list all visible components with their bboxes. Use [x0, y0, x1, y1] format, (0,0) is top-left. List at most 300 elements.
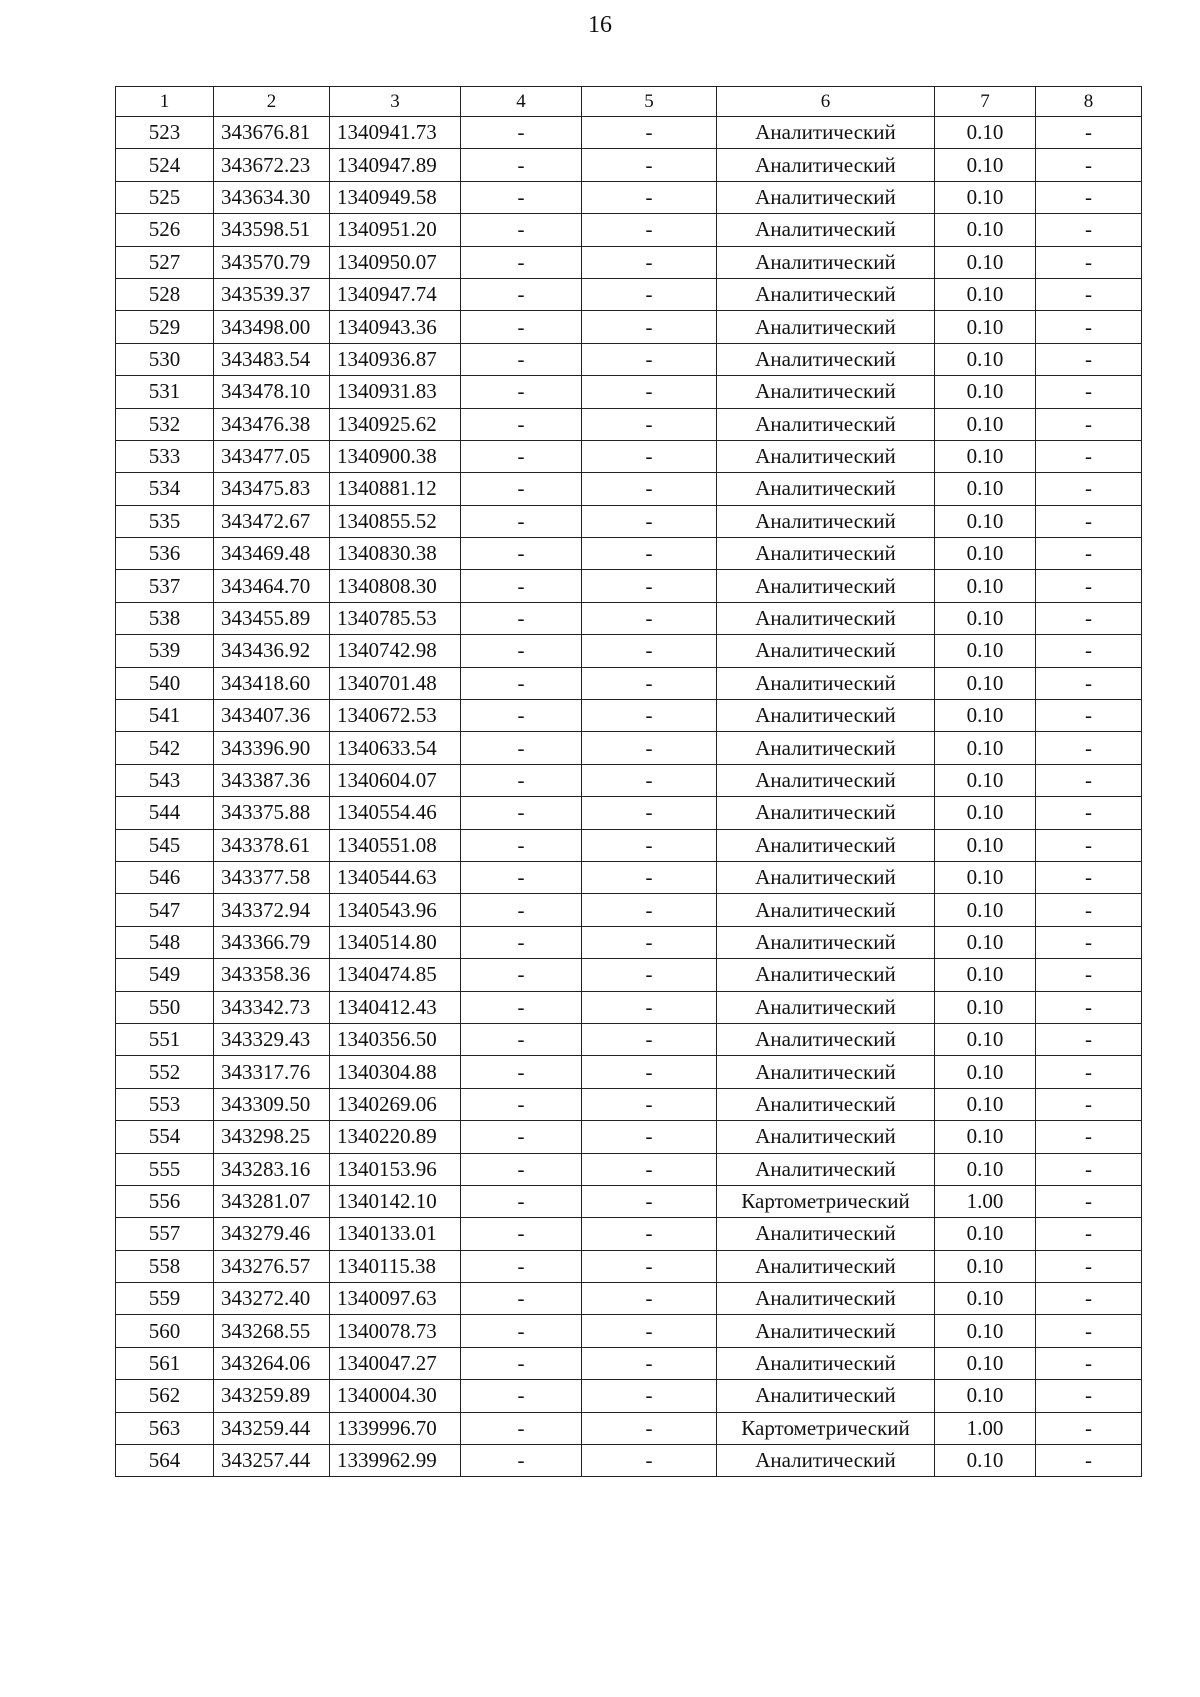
table-row [116, 117, 1142, 149]
point-number-cell: 536 [116, 538, 214, 570]
accuracy-cell: 0.10 [935, 1283, 1036, 1315]
accuracy-cell: 0.10 [935, 1445, 1036, 1477]
method-cell: Аналитический [717, 538, 935, 570]
column-5-value-cell: - [582, 538, 717, 570]
accuracy-cell: 0.10 [935, 246, 1036, 278]
column-5-value-cell: - [582, 1023, 717, 1055]
y-coordinate-cell: 1340078.73 [330, 1315, 461, 1347]
point-number-cell: 535 [116, 505, 214, 537]
column-8-value-cell: - [1036, 764, 1142, 796]
y-coordinate-cell: 1340047.27 [330, 1347, 461, 1379]
point-number-cell: 562 [116, 1380, 214, 1412]
column-5-value-cell: - [582, 343, 717, 375]
method-cell: Аналитический [717, 278, 935, 310]
point-number-cell: 530 [116, 343, 214, 375]
column-5-value-cell: - [582, 1088, 717, 1120]
table-row [116, 1315, 1142, 1347]
x-coordinate-cell: 343257.44 [214, 1445, 330, 1477]
x-coordinate-cell: 343469.48 [214, 538, 330, 570]
y-coordinate-cell: 1340474.85 [330, 959, 461, 991]
y-coordinate-cell: 1340936.87 [330, 343, 461, 375]
y-coordinate-cell: 1340951.20 [330, 214, 461, 246]
column-4-value-cell: - [461, 440, 582, 472]
column-5-value-cell: - [582, 1185, 717, 1217]
column-5-value-cell: - [582, 764, 717, 796]
accuracy-cell: 0.10 [935, 732, 1036, 764]
column-8-value-cell: - [1036, 505, 1142, 537]
y-coordinate-cell: 1340412.43 [330, 991, 461, 1023]
y-coordinate-cell: 1340551.08 [330, 829, 461, 861]
column-5-value-cell: - [582, 117, 717, 149]
point-number-cell: 529 [116, 311, 214, 343]
column-5-value-cell: - [582, 408, 717, 440]
column-8-value-cell: - [1036, 117, 1142, 149]
column-8-value-cell: - [1036, 1218, 1142, 1250]
accuracy-cell: 0.10 [935, 1023, 1036, 1055]
column-4-value-cell: - [461, 1380, 582, 1412]
column-4-value-cell: - [461, 991, 582, 1023]
accuracy-cell: 0.10 [935, 181, 1036, 213]
column-4-value-cell: - [461, 1056, 582, 1088]
method-cell: Аналитический [717, 1088, 935, 1120]
column-4-value-cell: - [461, 149, 582, 181]
column-4-value-cell: - [461, 1153, 582, 1185]
column-4-value-cell: - [461, 1412, 582, 1444]
column-8-value-cell: - [1036, 181, 1142, 213]
y-coordinate-cell: 1340543.96 [330, 894, 461, 926]
column-8-value-cell: - [1036, 1185, 1142, 1217]
point-number-cell: 557 [116, 1218, 214, 1250]
y-coordinate-cell: 1340604.07 [330, 764, 461, 796]
method-cell: Аналитический [717, 700, 935, 732]
column-5-value-cell: - [582, 1315, 717, 1347]
method-cell: Аналитический [717, 311, 935, 343]
point-number-cell: 547 [116, 894, 214, 926]
accuracy-cell: 0.10 [935, 1380, 1036, 1412]
method-cell: Аналитический [717, 117, 935, 149]
table-row [116, 926, 1142, 958]
x-coordinate-cell: 343272.40 [214, 1283, 330, 1315]
table-row [116, 1023, 1142, 1055]
column-5-value-cell: - [582, 278, 717, 310]
method-cell: Аналитический [717, 635, 935, 667]
y-coordinate-cell: 1340742.98 [330, 635, 461, 667]
x-coordinate-cell: 343436.92 [214, 635, 330, 667]
table-row [116, 570, 1142, 602]
column-4-value-cell: - [461, 1347, 582, 1379]
column-header-1: 1 [116, 87, 214, 117]
column-4-value-cell: - [461, 1250, 582, 1282]
x-coordinate-cell: 343472.67 [214, 505, 330, 537]
accuracy-cell: 0.10 [935, 1315, 1036, 1347]
column-header-4: 4 [461, 87, 582, 117]
point-number-cell: 540 [116, 667, 214, 699]
x-coordinate-cell: 343455.89 [214, 602, 330, 634]
column-8-value-cell: - [1036, 1445, 1142, 1477]
x-coordinate-cell: 343672.23 [214, 149, 330, 181]
table-row [116, 1412, 1142, 1444]
column-8-value-cell: - [1036, 440, 1142, 472]
column-8-value-cell: - [1036, 926, 1142, 958]
y-coordinate-cell: 1340830.38 [330, 538, 461, 570]
point-number-cell: 528 [116, 278, 214, 310]
column-8-value-cell: - [1036, 570, 1142, 602]
column-8-value-cell: - [1036, 732, 1142, 764]
method-cell: Аналитический [717, 1218, 935, 1250]
column-8-value-cell: - [1036, 1250, 1142, 1282]
accuracy-cell: 0.10 [935, 829, 1036, 861]
column-8-value-cell: - [1036, 959, 1142, 991]
column-header-5: 5 [582, 87, 717, 117]
y-coordinate-cell: 1340356.50 [330, 1023, 461, 1055]
accuracy-cell: 0.10 [935, 505, 1036, 537]
x-coordinate-cell: 343598.51 [214, 214, 330, 246]
x-coordinate-cell: 343298.25 [214, 1121, 330, 1153]
y-coordinate-cell: 1340097.63 [330, 1283, 461, 1315]
point-number-cell: 544 [116, 797, 214, 829]
column-5-value-cell: - [582, 1121, 717, 1153]
column-5-value-cell: - [582, 1445, 717, 1477]
table-row [116, 408, 1142, 440]
column-4-value-cell: - [461, 1023, 582, 1055]
column-5-value-cell: - [582, 1283, 717, 1315]
table-header [116, 87, 1142, 117]
x-coordinate-cell: 343464.70 [214, 570, 330, 602]
method-cell: Аналитический [717, 797, 935, 829]
column-8-value-cell: - [1036, 538, 1142, 570]
column-4-value-cell: - [461, 829, 582, 861]
column-4-value-cell: - [461, 926, 582, 958]
method-cell: Аналитический [717, 1380, 935, 1412]
method-cell: Аналитический [717, 376, 935, 408]
column-4-value-cell: - [461, 732, 582, 764]
accuracy-cell: 0.10 [935, 1088, 1036, 1120]
x-coordinate-cell: 343366.79 [214, 926, 330, 958]
y-coordinate-cell: 1340269.06 [330, 1088, 461, 1120]
table-row [116, 1153, 1142, 1185]
column-4-value-cell: - [461, 1218, 582, 1250]
column-4-value-cell: - [461, 538, 582, 570]
accuracy-cell: 0.10 [935, 1056, 1036, 1088]
point-number-cell: 523 [116, 117, 214, 149]
x-coordinate-cell: 343358.36 [214, 959, 330, 991]
column-5-value-cell: - [582, 181, 717, 213]
x-coordinate-cell: 343539.37 [214, 278, 330, 310]
accuracy-cell: 0.10 [935, 1218, 1036, 1250]
point-number-cell: 525 [116, 181, 214, 213]
point-number-cell: 564 [116, 1445, 214, 1477]
x-coordinate-cell: 343268.55 [214, 1315, 330, 1347]
coordinates-table [115, 86, 1142, 1477]
table-row [116, 181, 1142, 213]
y-coordinate-cell: 1340947.74 [330, 278, 461, 310]
point-number-cell: 553 [116, 1088, 214, 1120]
table-row [116, 149, 1142, 181]
accuracy-cell: 0.10 [935, 797, 1036, 829]
accuracy-cell: 0.10 [935, 278, 1036, 310]
point-number-cell: 554 [116, 1121, 214, 1153]
accuracy-cell: 0.10 [935, 343, 1036, 375]
column-4-value-cell: - [461, 602, 582, 634]
column-5-value-cell: - [582, 700, 717, 732]
method-cell: Аналитический [717, 505, 935, 537]
column-5-value-cell: - [582, 1153, 717, 1185]
accuracy-cell: 0.10 [935, 570, 1036, 602]
column-5-value-cell: - [582, 1347, 717, 1379]
accuracy-cell: 0.10 [935, 149, 1036, 181]
x-coordinate-cell: 343407.36 [214, 700, 330, 732]
accuracy-cell: 0.10 [935, 894, 1036, 926]
column-5-value-cell: - [582, 214, 717, 246]
point-number-cell: 548 [116, 926, 214, 958]
method-cell: Аналитический [717, 991, 935, 1023]
point-number-cell: 533 [116, 440, 214, 472]
method-cell: Аналитический [717, 570, 935, 602]
y-coordinate-cell: 1340808.30 [330, 570, 461, 602]
column-4-value-cell: - [461, 959, 582, 991]
y-coordinate-cell: 1340701.48 [330, 667, 461, 699]
table-row [116, 440, 1142, 472]
point-number-cell: 551 [116, 1023, 214, 1055]
accuracy-cell: 0.10 [935, 1347, 1036, 1379]
column-8-value-cell: - [1036, 635, 1142, 667]
column-5-value-cell: - [582, 149, 717, 181]
x-coordinate-cell: 343676.81 [214, 117, 330, 149]
point-number-cell: 538 [116, 602, 214, 634]
column-header-2: 2 [214, 87, 330, 117]
column-8-value-cell: - [1036, 1380, 1142, 1412]
column-5-value-cell: - [582, 667, 717, 699]
column-8-value-cell: - [1036, 1023, 1142, 1055]
method-cell: Аналитический [717, 1023, 935, 1055]
column-4-value-cell: - [461, 764, 582, 796]
y-coordinate-cell: 1340900.38 [330, 440, 461, 472]
x-coordinate-cell: 343276.57 [214, 1250, 330, 1282]
method-cell: Аналитический [717, 1121, 935, 1153]
method-cell: Аналитический [717, 732, 935, 764]
column-5-value-cell: - [582, 926, 717, 958]
column-5-value-cell: - [582, 473, 717, 505]
column-5-value-cell: - [582, 959, 717, 991]
column-4-value-cell: - [461, 570, 582, 602]
table-row [116, 894, 1142, 926]
method-cell: Аналитический [717, 408, 935, 440]
y-coordinate-cell: 1339996.70 [330, 1412, 461, 1444]
header-row [116, 87, 1142, 117]
y-coordinate-cell: 1340544.63 [330, 861, 461, 893]
point-number-cell: 527 [116, 246, 214, 278]
accuracy-cell: 0.10 [935, 408, 1036, 440]
accuracy-cell: 0.10 [935, 635, 1036, 667]
column-8-value-cell: - [1036, 343, 1142, 375]
column-4-value-cell: - [461, 635, 582, 667]
column-4-value-cell: - [461, 700, 582, 732]
method-cell: Аналитический [717, 1056, 935, 1088]
column-8-value-cell: - [1036, 214, 1142, 246]
column-8-value-cell: - [1036, 700, 1142, 732]
method-cell: Картометрический [717, 1412, 935, 1444]
column-8-value-cell: - [1036, 473, 1142, 505]
point-number-cell: 542 [116, 732, 214, 764]
x-coordinate-cell: 343483.54 [214, 343, 330, 375]
method-cell: Аналитический [717, 959, 935, 991]
column-5-value-cell: - [582, 1218, 717, 1250]
column-4-value-cell: - [461, 311, 582, 343]
method-cell: Аналитический [717, 214, 935, 246]
y-coordinate-cell: 1340133.01 [330, 1218, 461, 1250]
y-coordinate-cell: 1340950.07 [330, 246, 461, 278]
y-coordinate-cell: 1340633.54 [330, 732, 461, 764]
table-row [116, 1121, 1142, 1153]
column-5-value-cell: - [582, 635, 717, 667]
x-coordinate-cell: 343396.90 [214, 732, 330, 764]
column-5-value-cell: - [582, 797, 717, 829]
point-number-cell: 532 [116, 408, 214, 440]
method-cell: Аналитический [717, 829, 935, 861]
table-row [116, 246, 1142, 278]
column-4-value-cell: - [461, 473, 582, 505]
point-number-cell: 563 [116, 1412, 214, 1444]
table-row [116, 278, 1142, 310]
column-4-value-cell: - [461, 408, 582, 440]
method-cell: Аналитический [717, 894, 935, 926]
table-row [116, 635, 1142, 667]
column-8-value-cell: - [1036, 1056, 1142, 1088]
column-8-value-cell: - [1036, 1153, 1142, 1185]
y-coordinate-cell: 1340672.53 [330, 700, 461, 732]
point-number-cell: 537 [116, 570, 214, 602]
y-coordinate-cell: 1340554.46 [330, 797, 461, 829]
column-5-value-cell: - [582, 861, 717, 893]
accuracy-cell: 0.10 [935, 861, 1036, 893]
column-8-value-cell: - [1036, 408, 1142, 440]
table-row [116, 343, 1142, 375]
method-cell: Аналитический [717, 1315, 935, 1347]
accuracy-cell: 0.10 [935, 959, 1036, 991]
column-5-value-cell: - [582, 440, 717, 472]
column-5-value-cell: - [582, 1056, 717, 1088]
x-coordinate-cell: 343259.44 [214, 1412, 330, 1444]
accuracy-cell: 0.10 [935, 991, 1036, 1023]
point-number-cell: 526 [116, 214, 214, 246]
column-4-value-cell: - [461, 246, 582, 278]
column-8-value-cell: - [1036, 894, 1142, 926]
method-cell: Аналитический [717, 861, 935, 893]
method-cell: Аналитический [717, 1153, 935, 1185]
column-4-value-cell: - [461, 214, 582, 246]
column-5-value-cell: - [582, 829, 717, 861]
column-5-value-cell: - [582, 311, 717, 343]
column-5-value-cell: - [582, 246, 717, 278]
column-8-value-cell: - [1036, 1283, 1142, 1315]
table-row [116, 700, 1142, 732]
column-5-value-cell: - [582, 376, 717, 408]
y-coordinate-cell: 1340943.36 [330, 311, 461, 343]
table-row [116, 829, 1142, 861]
y-coordinate-cell: 1340941.73 [330, 117, 461, 149]
column-4-value-cell: - [461, 1445, 582, 1477]
column-5-value-cell: - [582, 1412, 717, 1444]
x-coordinate-cell: 343570.79 [214, 246, 330, 278]
table-row [116, 764, 1142, 796]
point-number-cell: 545 [116, 829, 214, 861]
table-row [116, 311, 1142, 343]
accuracy-cell: 0.10 [935, 440, 1036, 472]
table-row [116, 991, 1142, 1023]
accuracy-cell: 0.10 [935, 1121, 1036, 1153]
point-number-cell: 546 [116, 861, 214, 893]
accuracy-cell: 0.10 [935, 311, 1036, 343]
point-number-cell: 560 [116, 1315, 214, 1347]
column-4-value-cell: - [461, 1185, 582, 1217]
method-cell: Аналитический [717, 926, 935, 958]
method-cell: Аналитический [717, 1445, 935, 1477]
y-coordinate-cell: 1339962.99 [330, 1445, 461, 1477]
point-number-cell: 541 [116, 700, 214, 732]
table-row [116, 505, 1142, 537]
x-coordinate-cell: 343418.60 [214, 667, 330, 699]
method-cell: Аналитический [717, 1283, 935, 1315]
method-cell: Аналитический [717, 1347, 935, 1379]
x-coordinate-cell: 343377.58 [214, 861, 330, 893]
x-coordinate-cell: 343478.10 [214, 376, 330, 408]
x-coordinate-cell: 343476.38 [214, 408, 330, 440]
column-8-value-cell: - [1036, 376, 1142, 408]
column-header-3: 3 [330, 87, 461, 117]
method-cell: Аналитический [717, 149, 935, 181]
x-coordinate-cell: 343342.73 [214, 991, 330, 1023]
column-8-value-cell: - [1036, 667, 1142, 699]
column-8-value-cell: - [1036, 797, 1142, 829]
point-number-cell: 552 [116, 1056, 214, 1088]
column-8-value-cell: - [1036, 311, 1142, 343]
column-4-value-cell: - [461, 376, 582, 408]
table-row [116, 1283, 1142, 1315]
method-cell: Аналитический [717, 246, 935, 278]
table-row [116, 538, 1142, 570]
x-coordinate-cell: 343281.07 [214, 1185, 330, 1217]
column-4-value-cell: - [461, 1315, 582, 1347]
table-row [116, 1347, 1142, 1379]
y-coordinate-cell: 1340153.96 [330, 1153, 461, 1185]
y-coordinate-cell: 1340855.52 [330, 505, 461, 537]
table-row [116, 1185, 1142, 1217]
table-row [116, 861, 1142, 893]
method-cell: Аналитический [717, 764, 935, 796]
column-8-value-cell: - [1036, 602, 1142, 634]
column-4-value-cell: - [461, 894, 582, 926]
accuracy-cell: 0.10 [935, 473, 1036, 505]
method-cell: Картометрический [717, 1185, 935, 1217]
x-coordinate-cell: 343498.00 [214, 311, 330, 343]
column-8-value-cell: - [1036, 1315, 1142, 1347]
accuracy-cell: 0.10 [935, 117, 1036, 149]
column-8-value-cell: - [1036, 829, 1142, 861]
table-row [116, 1250, 1142, 1282]
table-row [116, 667, 1142, 699]
column-5-value-cell: - [582, 505, 717, 537]
accuracy-cell: 0.10 [935, 667, 1036, 699]
x-coordinate-cell: 343259.89 [214, 1380, 330, 1412]
method-cell: Аналитический [717, 602, 935, 634]
table-row [116, 473, 1142, 505]
accuracy-cell: 0.10 [935, 1153, 1036, 1185]
column-header-6: 6 [717, 87, 935, 117]
accuracy-cell: 0.10 [935, 376, 1036, 408]
page-number: 16 [588, 12, 612, 38]
table-row [116, 1218, 1142, 1250]
column-4-value-cell: - [461, 117, 582, 149]
